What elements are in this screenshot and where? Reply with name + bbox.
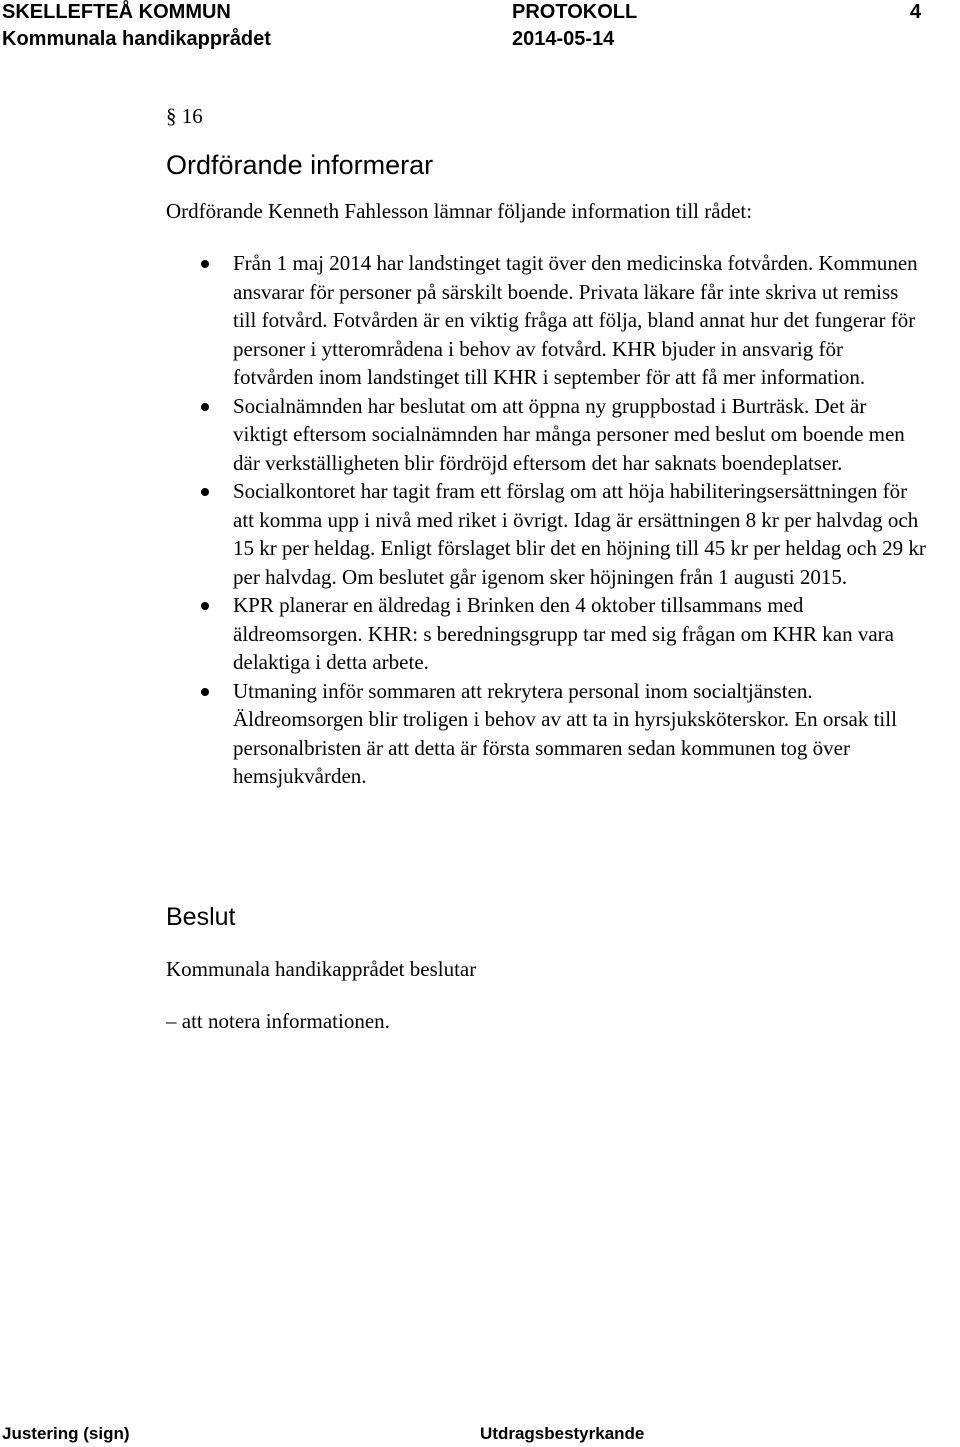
- information-list: [196, 249, 926, 791]
- list-item: KPR planerar en äldredag i Brinken den 4 oktober tillsammans med äldreomsorgen. KHR: s beredningsgrupp tar med sig frågan om KHR kan vara delaktiga i detta arbete.: [196, 591, 926, 677]
- paragraph-number: § 16: [166, 104, 203, 128]
- bullet-icon: [201, 488, 209, 496]
- list-item: Socialnämnden har beslutat om att öppna ny gruppbostad i Burträsk. Det är viktigt eftersom socialnämnden har många personer med beslut om boende men där verkställigheten blir fördröjd eftersom det har saknats boendeplatser.: [196, 392, 926, 478]
- meeting-date: 2014-05-14: [512, 28, 615, 50]
- intro-text: Ordförande Kenneth Fahlesson lämnar följande information till rådet:: [166, 199, 753, 223]
- document-type: PROTOKOLL: [512, 1, 638, 23]
- footer-certification-label: Utdragsbestyrkande: [480, 1424, 645, 1443]
- list-item: Socialkontoret har tagit fram ett förslag om att höja habiliteringsersättningen för att komma upp i nivå med riket i övrigt. Idag är ersättningen 8 kr per halvdag och 15 kr per heldag. Enligt förslaget blir det en höjning till 45 kr per heldag och 29 kr per halvdag. Om beslutet går igenom sker höjningen från 1 augusti 2015.: [196, 477, 926, 591]
- decision-text: Kommunala handikapprådet beslutar: [166, 957, 477, 981]
- page-number: 4: [910, 1, 922, 23]
- section-title: Ordförande informerar: [166, 150, 434, 180]
- bullet-icon: [201, 602, 209, 610]
- org-name: SKELLEFTEÅ KOMMUN: [2, 1, 231, 23]
- footer-signature-label: Justering (sign): [2, 1424, 130, 1443]
- council-name: Kommunala handikapprådet: [2, 28, 271, 50]
- bullet-icon: [201, 260, 209, 268]
- bullet-icon: [201, 403, 209, 411]
- bullet-icon: [201, 688, 209, 696]
- decision-heading: Beslut: [166, 903, 236, 931]
- list-item: Utmaning inför sommaren att rekrytera personal inom socialtjänsten. Äldreomsorgen blir troligen i behov av att ta in hyrsjuksköterskor. En orsak till personalbristen är att detta är första sommaren sedan kommunen tog över hemsjukvården.: [196, 677, 926, 791]
- list-item: Från 1 maj 2014 har landstinget tagit över den medicinska fotvården. Kommunen ansvarar för personer på särskilt boende. Privata läkare får inte skriva ut remiss till fotvård. Fotvården är en viktig fråga att följa, bland annat hur det fungerar för personer i ytterområdena i behov av fotvård. KHR bjuder in ansvarig för fotvården inom landstinget till KHR i september för att få mer information.: [196, 249, 926, 392]
- decision-item: – att notera informationen.: [166, 1009, 390, 1033]
